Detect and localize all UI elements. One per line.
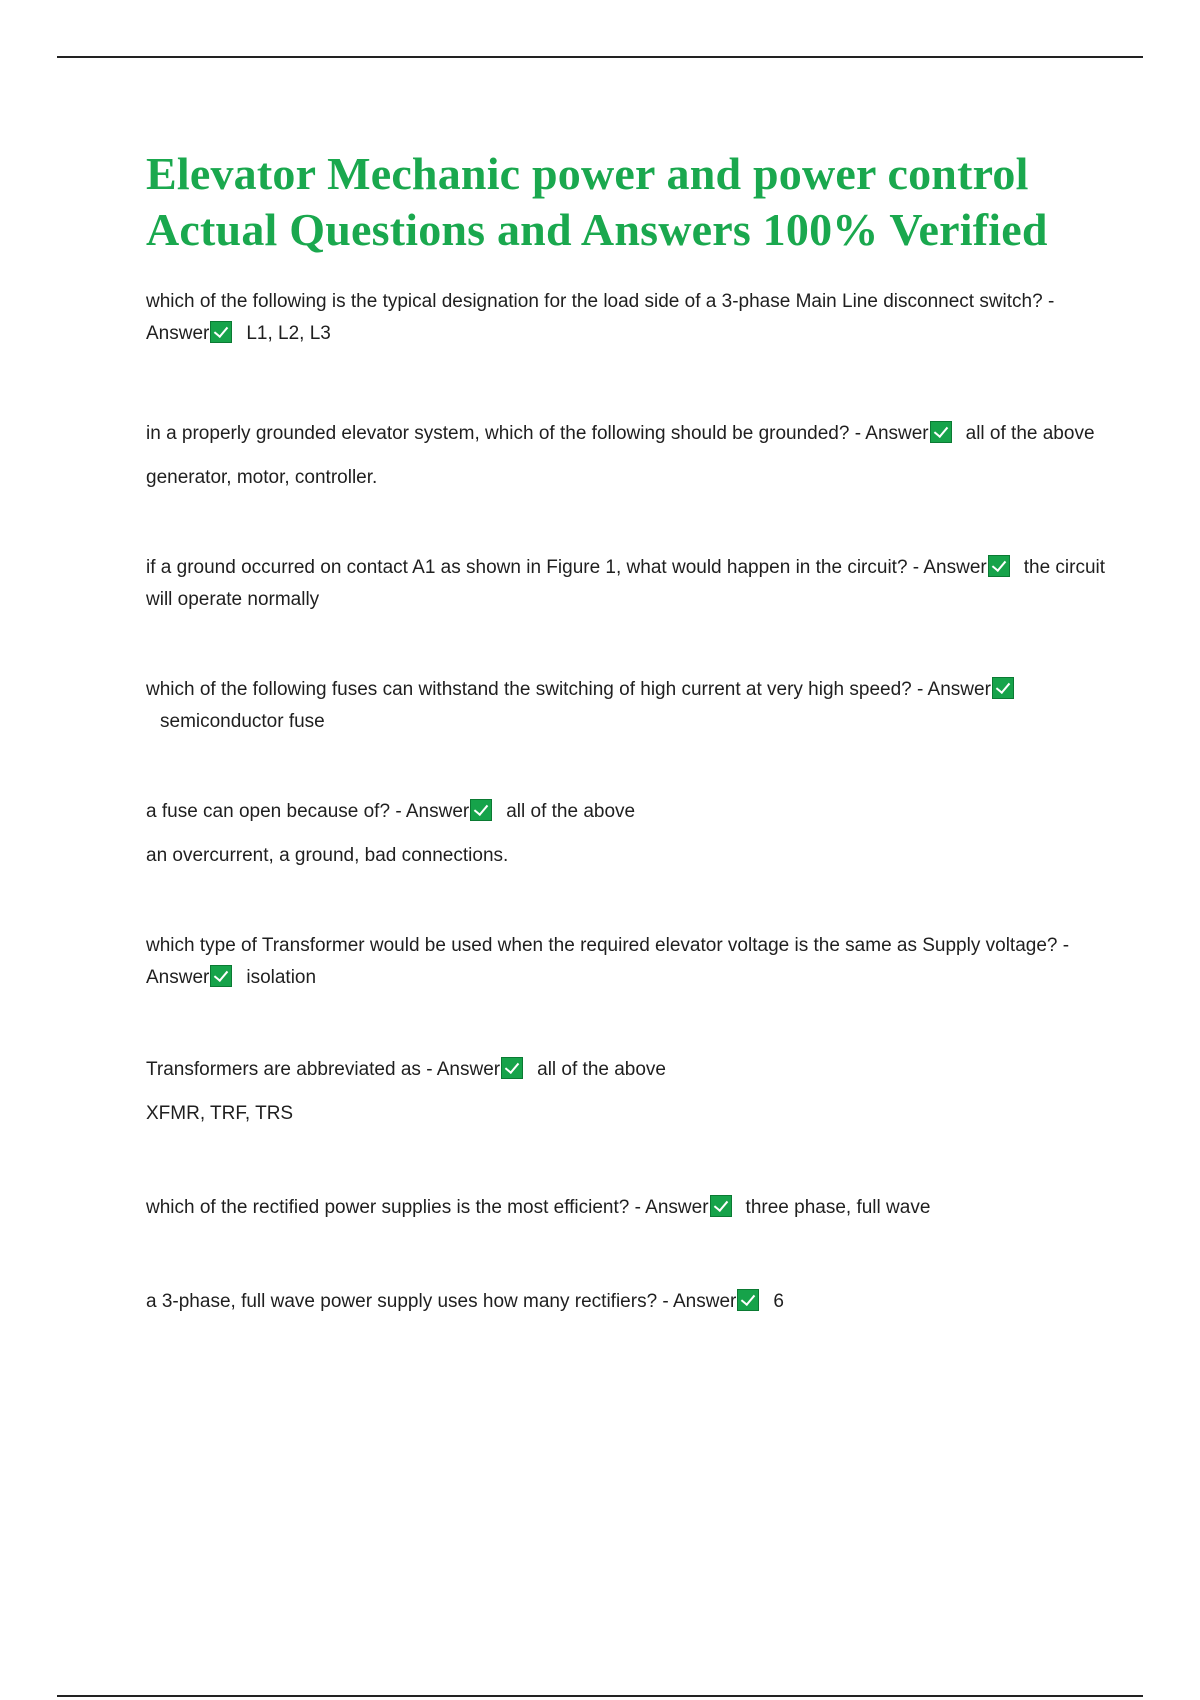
document-title: Elevator Mechanic power and power control Actual Questions and Answers 100% Verified [146, 148, 1048, 255]
answer-label: - Answer [426, 1059, 501, 1080]
question-text: which of the following is the typical designation for the load side of a 3-phase Main Line disconnect switch? [146, 291, 1043, 312]
answer-label: - Answer [662, 1291, 737, 1312]
qa-line [146, 418, 1106, 450]
answer-text: L1, L2, L3 [246, 323, 331, 344]
question-text: which type of Transformer would be used when the required elevator voltage is the same as Supply voltage? [146, 935, 1058, 956]
qa-line [146, 1192, 1106, 1224]
qa-item [146, 796, 1106, 872]
question-text: Transformers are abbreviated as [146, 1059, 421, 1080]
qa-line [146, 552, 1106, 616]
checkmark-icon [992, 677, 1014, 699]
qa-item [146, 930, 1106, 994]
answer-label: - Answer [146, 291, 1055, 344]
checkmark-icon [470, 799, 492, 821]
question-text: if a ground occurred on contact A1 as shown in Figure 1, what would happen in the circuit? [146, 557, 908, 578]
qa-item [146, 1192, 1106, 1224]
answer-label: - Answer [395, 801, 470, 822]
checkmark-icon [710, 1195, 732, 1217]
qa-item [146, 552, 1106, 616]
bottom-rule [57, 1695, 1143, 1697]
qa-line [146, 286, 1106, 350]
question-text: a 3-phase, full wave power supply uses how many rectifiers? [146, 1291, 658, 1312]
answer-text: 6 [773, 1291, 784, 1312]
answer-text: three phase, full wave [745, 1197, 931, 1218]
answer-text: all of the above [965, 423, 1095, 444]
qa-line [146, 1054, 1106, 1086]
checkmark-icon [737, 1289, 759, 1311]
question-text: which of the following fuses can withstand the switching of high current at very high speed? [146, 679, 912, 700]
question-text: a fuse can open because of? [146, 801, 391, 822]
checkmark-icon [210, 321, 232, 343]
answer-note: generator, motor, controller. [146, 467, 378, 488]
qa-line [146, 1286, 1106, 1318]
qa-line [146, 930, 1106, 994]
qa-list [146, 286, 1106, 1318]
top-rule [57, 56, 1143, 58]
document-body [146, 146, 1106, 1318]
answer-text: isolation [246, 967, 317, 988]
answer-label: - Answer [912, 557, 987, 578]
answer-text: all of the above [506, 801, 636, 822]
checkmark-icon [930, 421, 952, 443]
qa-item [146, 1286, 1106, 1318]
answer-label: - Answer [854, 423, 929, 444]
answer-note: XFMR, TRF, TRS [146, 1103, 294, 1124]
qa-line [146, 674, 1106, 738]
qa-line [146, 796, 1106, 828]
answer-text: the circuit will operate normally [146, 557, 1106, 610]
answer-text: semiconductor fuse [160, 711, 325, 732]
checkmark-icon [988, 555, 1010, 577]
checkmark-icon [501, 1057, 523, 1079]
qa-item [146, 286, 1106, 350]
answer-text: all of the above [537, 1059, 666, 1080]
qa-item [146, 674, 1106, 738]
answer-label: - Answer [146, 935, 1070, 988]
answer-label: - Answer [917, 679, 991, 700]
answer-label: - Answer [634, 1197, 709, 1218]
question-text: which of the rectified power supplies is the most efficient? [146, 1197, 630, 1218]
checkmark-icon [210, 965, 232, 987]
qa-item [146, 1054, 1106, 1130]
question-text: in a properly grounded elevator system, which of the following should be grounded? [146, 423, 850, 444]
answer-note: an overcurrent, a ground, bad connections. [146, 845, 509, 866]
qa-item [146, 418, 1106, 494]
